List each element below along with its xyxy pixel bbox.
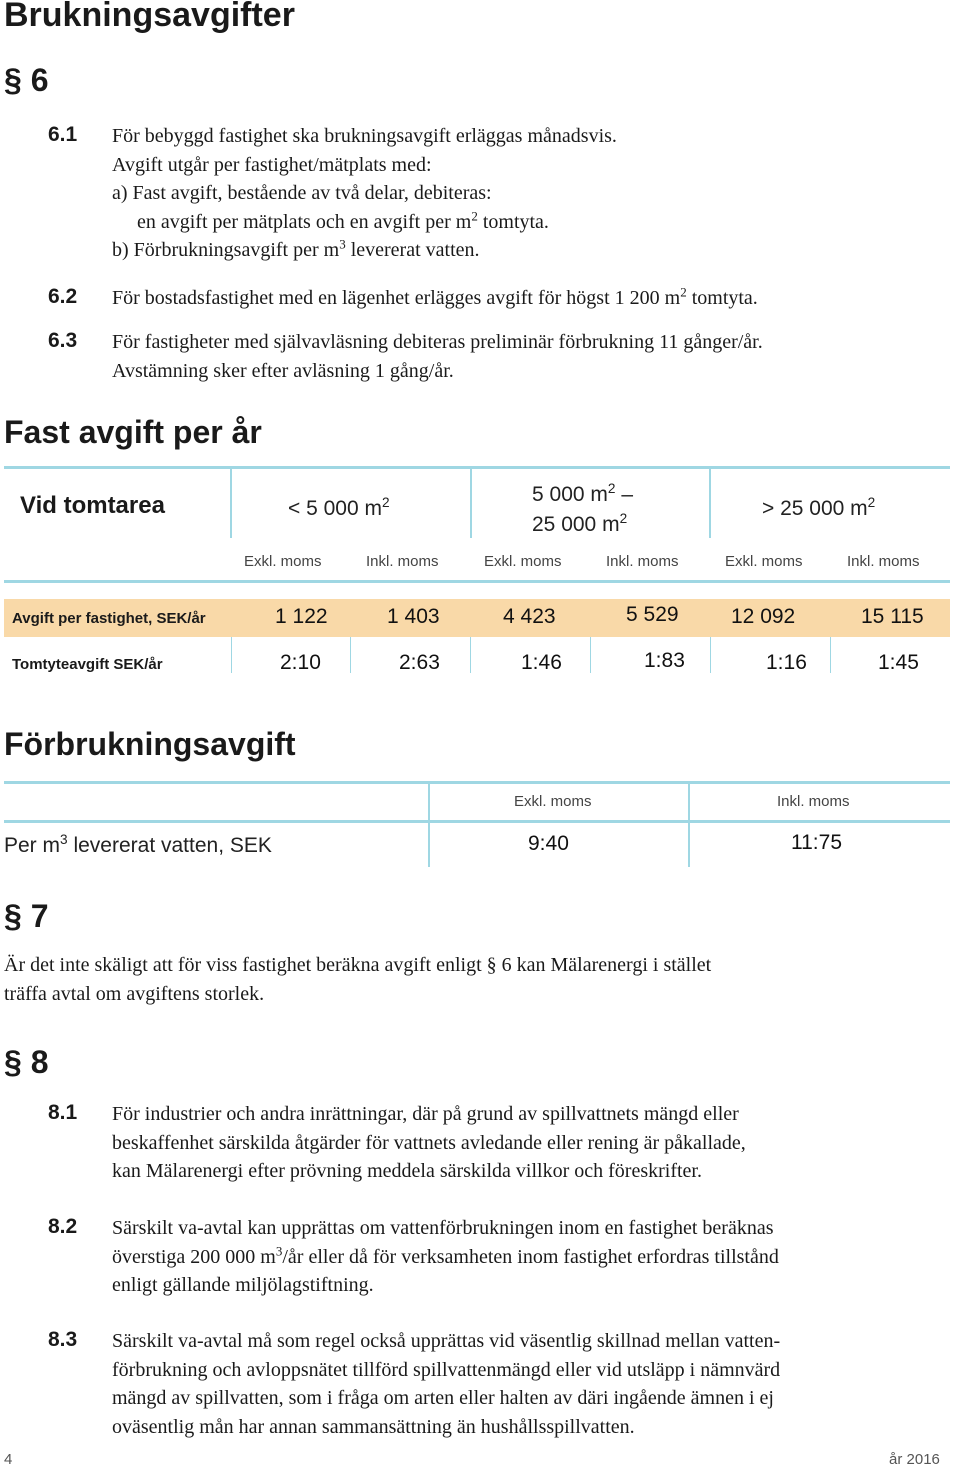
subcol-inkl-moms: Inkl. moms — [606, 553, 679, 570]
item-8-3-line: oväsentlig mån har annan sammansättning än hushållsspillvatten. — [112, 1415, 635, 1438]
item-8-3-number: 8.3 — [48, 1328, 78, 1351]
usage-fee-top-rule — [4, 781, 950, 784]
page-title: Brukningsavgifter — [4, 0, 295, 34]
item-8-2-number: 8.2 — [48, 1215, 78, 1238]
table-cell: 1:83 — [644, 649, 685, 672]
item-6-1-number: 6.1 — [48, 123, 78, 146]
item-6-2-text: För bostadsfastighet med en lägenhet erlägges avgift för högst 1 200 $m^2$ tomtyta. — [112, 284, 758, 309]
item-6-1-line: Avgift utgår per fastighet/mätplats med: — [112, 153, 432, 176]
item-8-2-line: Särskilt va-avtal kan upprättas om vattenförbrukningen inom en fastighet beräknas — [112, 1217, 774, 1239]
table-cell: 1 122 — [275, 605, 328, 628]
footer-year: år 2016 — [889, 1451, 940, 1468]
usage-subcol-exkl-moms: Exkl. moms — [514, 793, 592, 810]
item-8-2-line: överstiga 200 000 $m^3/år$ eller då för verksamheten inom fastighet erfordras tillstånd — [112, 1242, 779, 1268]
section-7-line: träffa avtal om avgiftens storlek. — [4, 982, 265, 1005]
column-divider — [688, 823, 690, 867]
column-header-5000-25000: 5 000 $m^2$ – 25 000 $m^2$ — [532, 481, 633, 536]
column-divider — [428, 784, 430, 820]
section-8-heading: § 8 — [4, 1044, 49, 1080]
usage-cell-inkl: 11:75 — [791, 831, 842, 854]
column-tick — [710, 637, 711, 673]
item-6-1-line: b) Förbrukningsavgift per $m^3$ levererat vatten. — [112, 236, 480, 261]
column-header-under-5000: < 5 000 $m^2$ — [288, 495, 390, 520]
item-6-2-number: 6.2 — [48, 285, 78, 308]
column-divider — [230, 469, 232, 538]
usage-row-label: Per $m^3$ levererat vatten, SEK — [4, 832, 272, 857]
row-header-tomtarea: Vid tomtarea — [20, 492, 165, 519]
fixed-fee-heading: Fast avgift per år — [4, 414, 262, 450]
section-7-text — [4, 951, 904, 1008]
item-8-3-line: förbrukning och avloppsnätet tillförd spillvattenmängd eller vid utsläpp i nämnvärd — [112, 1358, 781, 1381]
column-divider — [428, 823, 430, 867]
table-cell: 1 403 — [387, 605, 440, 628]
usage-fee-heading: Förbrukningsavgift — [4, 726, 296, 762]
table-cell: 2:10 — [280, 651, 321, 674]
item-6-1-line: a) Fast avgift, bestående av två delar, debiteras: — [112, 182, 492, 204]
row-label-avgift-per-fastighet: Avgift per fastighet, SEK/år — [12, 610, 206, 627]
section-7-line: Är det inte skäligt att för viss fastighet beräkna avgift enligt § 6 kan Mälarenergi i stället — [4, 954, 712, 976]
table-cell: 2:63 — [399, 651, 440, 674]
section-6-heading: § 6 — [4, 62, 49, 98]
column-header-over-25000: > 25 000 $m^2$ — [762, 495, 876, 520]
usage-subcol-inkl-moms: Inkl. moms — [777, 793, 850, 810]
usage-fee-mid-rule — [4, 820, 950, 823]
column-tick — [470, 637, 471, 673]
item-8-3-line: mängd av spillvatten, som i fråga om arten eller halten av däri ingående ämnen i ej — [112, 1387, 774, 1409]
table-cell: 12 092 — [731, 605, 796, 628]
item-6-3-line: Avstämning sker efter avläsning 1 gång/år. — [112, 359, 454, 382]
column-divider — [688, 784, 690, 820]
column-divider — [709, 469, 711, 538]
subcol-exkl-moms: Exkl. moms — [484, 553, 562, 570]
table-cell: 1:45 — [878, 651, 919, 674]
table-cell: 4 423 — [503, 605, 556, 628]
item-8-1-text — [112, 1100, 942, 1186]
table-cell: 1:16 — [766, 651, 807, 674]
table-cell: 15 115 — [861, 605, 924, 628]
page-number: 4 — [4, 1451, 13, 1468]
usage-cell-exkl: 9:40 — [528, 832, 569, 855]
item-8-2-text — [112, 1214, 942, 1300]
section-7-heading: § 7 — [4, 898, 49, 934]
item-8-2-line: enligt gällande miljölagstiftning. — [112, 1274, 374, 1296]
subcol-exkl-moms: Exkl. moms — [725, 553, 803, 570]
subcol-exkl-moms: Exkl. moms — [244, 553, 322, 570]
item-6-3-text — [112, 328, 942, 385]
row-label-tomtyteavgift: Tomtyteavgift SEK/år — [12, 656, 163, 673]
item-6-3-number: 6.3 — [48, 329, 78, 352]
item-8-1-line: För industrier och andra inrättningar, där på grund av spillvattnets mängd eller — [112, 1103, 739, 1125]
item-8-1-number: 8.1 — [48, 1101, 78, 1124]
table-cell: 5 529 — [626, 603, 679, 626]
item-8-3-line: Särskilt va-avtal må som regel också upprättas vid väsentlig skillnad mellan vatten- — [112, 1330, 781, 1352]
fixed-fee-top-rule — [4, 466, 950, 469]
item-6-1-line: en avgift per mätplats och en avgift per $m^2$ tomtyta. — [137, 207, 549, 233]
item-6-3-line: För fastigheter med självavläsning debiteras preliminär förbrukning 11 gånger/år. — [112, 331, 763, 353]
column-divider — [470, 469, 472, 538]
column-tick — [590, 637, 591, 673]
item-8-1-line: kan Mälarenergi efter prövning meddela särskilda villkor och föreskrifter. — [112, 1160, 702, 1182]
item-8-1-line: beskaffenhet särskilda åtgärder för vattnets avledande eller rening är påkallade, — [112, 1131, 746, 1154]
item-6-1-text — [112, 122, 932, 265]
table-cell: 1:46 — [521, 651, 562, 674]
subcol-inkl-moms: Inkl. moms — [366, 553, 439, 570]
column-tick — [350, 637, 351, 673]
fixed-fee-mid-rule — [4, 580, 950, 583]
column-tick — [830, 637, 831, 673]
item-6-1-line: För bebyggd fastighet ska brukningsavgift erläggas månadsvis. — [112, 125, 617, 147]
column-tick — [231, 637, 232, 673]
item-8-3-text — [112, 1327, 942, 1441]
subcol-inkl-moms: Inkl. moms — [847, 553, 920, 570]
